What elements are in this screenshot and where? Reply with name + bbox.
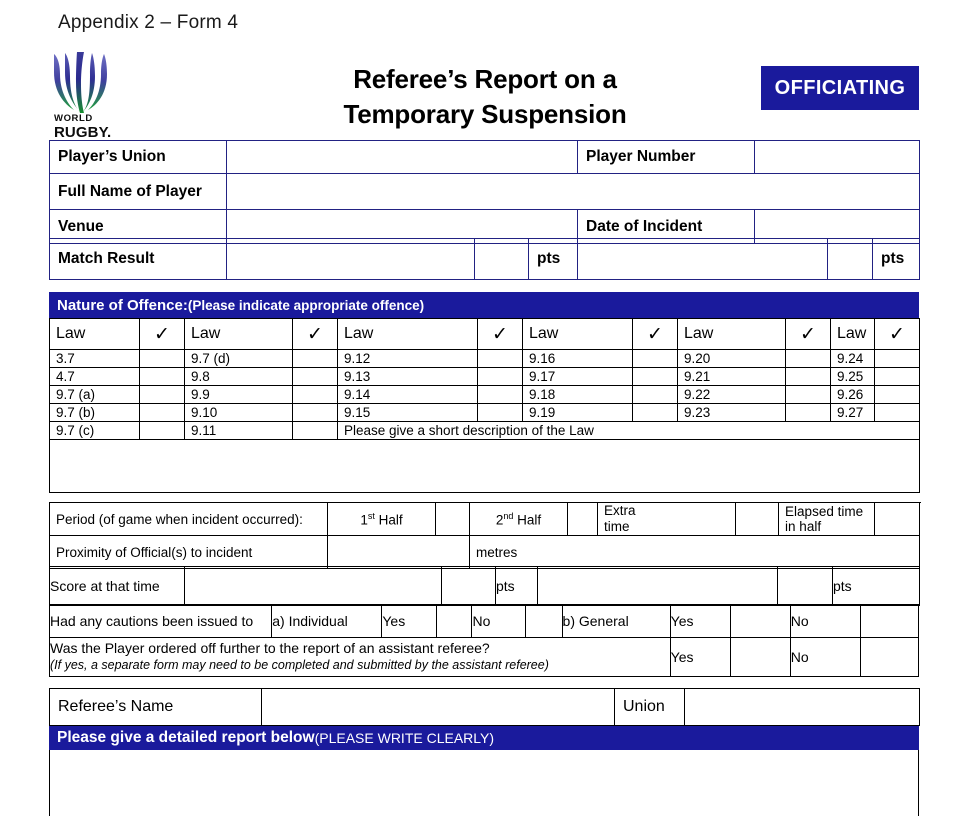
extra-time-label: [598, 503, 736, 536]
law-header-3: Law: [338, 319, 478, 350]
law-checkbox[interactable]: [140, 350, 185, 368]
first-half-word: Half: [374, 512, 403, 528]
metres-label: metres: [470, 536, 920, 569]
extra-time-line-1: Extra: [604, 503, 636, 519]
detailed-report-header: [49, 726, 919, 750]
second-half-word: Half: [513, 512, 542, 528]
law-checkbox[interactable]: [875, 368, 920, 386]
cautions-general-label: b) General: [562, 605, 670, 638]
cautions-individual-label: a) Individual: [272, 605, 382, 638]
score-at-time-table: [49, 566, 920, 606]
ordered-off-no-checkbox[interactable]: [860, 638, 918, 677]
law-description-prompt: Please give a short description of the Law: [338, 422, 920, 440]
page-title-line-1: Referee’s Report on a: [353, 64, 617, 94]
match-result-team-b-field[interactable]: [578, 239, 828, 280]
elapsed-time-label: Elapsed time in half: [779, 503, 875, 536]
table-row: [50, 368, 920, 386]
match-result-label: Match Result: [50, 239, 227, 280]
cautions-individual-yes-label: Yes: [382, 605, 437, 638]
law-checkbox[interactable]: [875, 404, 920, 422]
cautions-general-yes-label: Yes: [670, 605, 730, 638]
ordered-off-question: [50, 638, 671, 677]
law-code: 9.27: [831, 404, 875, 422]
law-checkbox[interactable]: [140, 422, 185, 440]
table-row: [50, 350, 920, 368]
law-checkbox[interactable]: [875, 350, 920, 368]
law-checkbox[interactable]: [786, 350, 831, 368]
referee-name-table: [49, 688, 920, 726]
law-header-4: Law: [523, 319, 633, 350]
law-checkbox[interactable]: [786, 404, 831, 422]
check-mark-icon-6: ✓: [875, 319, 920, 350]
law-checkbox[interactable]: [293, 368, 338, 386]
score-label: Score at that time: [50, 567, 185, 606]
law-code: 9.12: [338, 350, 478, 368]
law-checkbox[interactable]: [293, 422, 338, 440]
table-row-score: [50, 567, 920, 606]
score-pts-label-2: pts: [833, 567, 920, 606]
law-code: 9.7 (d): [185, 350, 293, 368]
law-checkbox[interactable]: [140, 386, 185, 404]
first-half-label: [328, 503, 436, 536]
player-number-field[interactable]: [755, 141, 920, 174]
cautions-general-yes-checkbox[interactable]: [730, 605, 790, 638]
law-checkbox[interactable]: [293, 404, 338, 422]
incident-details-table: [49, 502, 920, 569]
match-result-table: [49, 238, 920, 280]
full-name-label: Full Name of Player: [50, 174, 227, 210]
officiating-badge: OFFICIATING: [761, 66, 919, 110]
law-code: 9.21: [678, 368, 786, 386]
law-checkbox[interactable]: [478, 368, 523, 386]
referee-name-label: Referee’s Name: [50, 689, 262, 726]
ordered-off-no-label: No: [790, 638, 860, 677]
law-header-6: Law: [831, 319, 875, 350]
law-checkbox[interactable]: [478, 404, 523, 422]
second-half-suffix: nd: [503, 510, 514, 521]
ordered-off-question-line-2: (If yes, a separate form may need to be completed and submitted by the assistant referee): [50, 657, 549, 672]
player-info-table: [49, 140, 920, 244]
law-checkbox[interactable]: [786, 386, 831, 404]
check-mark-icon-4: ✓: [633, 319, 678, 350]
cautions-general-no-checkbox[interactable]: [860, 605, 918, 638]
logo-word-rugby: RUGBY.: [54, 123, 112, 141]
nature-of-offence-header: [49, 292, 919, 318]
score-team-b-field[interactable]: [538, 567, 778, 606]
players-union-field[interactable]: [227, 141, 578, 174]
law-checkbox[interactable]: [786, 368, 831, 386]
page-title: [225, 62, 745, 132]
check-mark-icon-1: ✓: [140, 319, 185, 350]
law-code: 9.17: [523, 368, 633, 386]
proximity-field[interactable]: [328, 536, 470, 569]
score-pts-label-1: pts: [496, 567, 538, 606]
page-title-line-2: Temporary Suspension: [343, 99, 627, 130]
elapsed-time-field[interactable]: [875, 503, 920, 536]
extra-time-checkbox[interactable]: [736, 503, 779, 536]
law-table-header-row: [50, 319, 920, 350]
table-row-full-name: [50, 174, 920, 210]
detailed-report-field[interactable]: [49, 750, 919, 816]
law-checkbox[interactable]: [633, 386, 678, 404]
law-code: 4.7: [50, 368, 140, 386]
match-result-team-a-field[interactable]: [227, 239, 475, 280]
players-union-label: Player’s Union: [50, 141, 227, 174]
law-description-field[interactable]: [50, 440, 920, 493]
cautions-label: Had any cautions been issued to: [50, 605, 272, 638]
table-row-cautions: [50, 605, 919, 638]
law-code: 9.19: [523, 404, 633, 422]
detailed-report-subtitle: (PLEASE WRITE CLEARLY): [314, 730, 495, 746]
referee-union-label: Union: [615, 689, 685, 726]
law-code: 9.18: [523, 386, 633, 404]
check-mark-icon-3: ✓: [478, 319, 523, 350]
table-row-players-union: [50, 141, 920, 174]
cautions-general-no-label: No: [790, 605, 860, 638]
check-mark-icon-2: ✓: [293, 319, 338, 350]
table-row: [50, 422, 920, 440]
law-code: 9.14: [338, 386, 478, 404]
law-checkbox[interactable]: [140, 404, 185, 422]
law-description-row: [50, 440, 920, 493]
table-row-period: [50, 503, 920, 536]
law-code: 9.11: [185, 422, 293, 440]
match-result-pts-label-1: pts: [529, 239, 578, 280]
law-header-2: Law: [185, 319, 293, 350]
law-header-5: Law: [678, 319, 786, 350]
player-number-label: Player Number: [578, 141, 755, 174]
law-checkbox[interactable]: [633, 350, 678, 368]
referee-name-field[interactable]: [262, 689, 615, 726]
cautions-individual-no-label: No: [472, 605, 525, 638]
law-code: 9.16: [523, 350, 633, 368]
law-checkbox[interactable]: [478, 386, 523, 404]
date-of-incident-label: Date of Incident: [578, 210, 755, 244]
score-points-b-field[interactable]: [778, 567, 833, 606]
nature-of-offence-subtitle: (Please indicate appropriate offence): [187, 297, 425, 313]
law-code: 9.15: [338, 404, 478, 422]
law-code: 9.23: [678, 404, 786, 422]
match-result-score-b-field[interactable]: [828, 239, 873, 280]
law-checkbox[interactable]: [633, 404, 678, 422]
law-checkbox[interactable]: [293, 386, 338, 404]
law-header-1: Law: [50, 319, 140, 350]
referee-union-field[interactable]: [685, 689, 920, 726]
law-code: 9.9: [185, 386, 293, 404]
second-half-label: [470, 503, 568, 536]
venue-label: Venue: [50, 210, 227, 244]
law-code: 9.7 (c): [50, 422, 140, 440]
nature-of-offence-title: Nature of Offence:: [57, 296, 188, 314]
table-row-referee: [50, 689, 920, 726]
law-code: 9.22: [678, 386, 786, 404]
table-row-match-result: [50, 239, 920, 280]
law-code: 9.13: [338, 368, 478, 386]
check-mark-icon-5: ✓: [786, 319, 831, 350]
ordered-off-yes-checkbox[interactable]: [730, 638, 790, 677]
table-row-ordered-off: [50, 638, 919, 677]
law-code: 9.7 (b): [50, 404, 140, 422]
ordered-off-yes-label: Yes: [670, 638, 730, 677]
score-team-a-field[interactable]: [185, 567, 442, 606]
match-result-pts-label-2: pts: [873, 239, 920, 280]
appendix-heading: Appendix 2 – Form 4: [58, 12, 239, 33]
cautions-table: [49, 604, 919, 677]
law-code: 9.26: [831, 386, 875, 404]
table-row: [50, 386, 920, 404]
law-checkbox[interactable]: [140, 368, 185, 386]
first-half-number: 1: [360, 512, 368, 528]
cautions-individual-no-checkbox[interactable]: [525, 605, 562, 638]
law-code: 9.25: [831, 368, 875, 386]
world-rugby-logo: [50, 52, 168, 141]
law-checkbox[interactable]: [875, 386, 920, 404]
full-name-field[interactable]: [227, 174, 920, 210]
table-row-proximity: [50, 536, 920, 569]
ordered-off-question-line-1: Was the Player ordered off further to the report of an assistant referee?: [50, 640, 490, 657]
logo-word-world: WORLD: [54, 113, 93, 124]
period-label: Period (of game when incident occurred):: [50, 503, 328, 536]
world-rugby-shield-icon: [50, 52, 114, 114]
law-checkbox[interactable]: [633, 368, 678, 386]
table-row: [50, 404, 920, 422]
second-half-checkbox[interactable]: [568, 503, 598, 536]
first-half-checkbox[interactable]: [436, 503, 470, 536]
proximity-label: Proximity of Official(s) to incident: [50, 536, 328, 569]
match-result-score-a-field[interactable]: [475, 239, 529, 280]
law-code: 3.7: [50, 350, 140, 368]
law-code: 9.20: [678, 350, 786, 368]
cautions-individual-yes-checkbox[interactable]: [437, 605, 472, 638]
second-half-number: 2: [495, 512, 504, 528]
law-code: 9.8: [185, 368, 293, 386]
extra-time-line-2: time: [604, 519, 630, 534]
law-code: 9.10: [185, 404, 293, 422]
law-checkbox[interactable]: [478, 350, 523, 368]
law-selection-table: [49, 318, 920, 493]
law-code: 9.24: [831, 350, 875, 368]
law-code: 9.7 (a): [50, 386, 140, 404]
law-checkbox[interactable]: [293, 350, 338, 368]
first-half-suffix: st: [367, 510, 375, 521]
detailed-report-title: Please give a detailed report below: [57, 729, 315, 746]
score-points-a-field[interactable]: [442, 567, 496, 606]
